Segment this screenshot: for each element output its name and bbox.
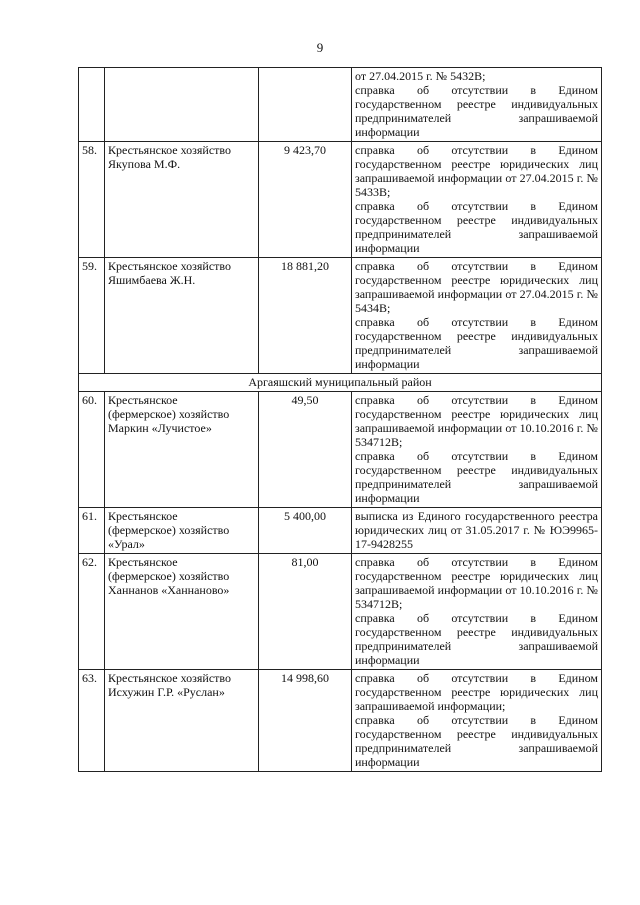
area-value: 81,00 <box>259 554 352 670</box>
table-row <box>79 554 602 670</box>
document-entry: справка об отсутствии в Едином государственном реестре юридических лиц запрашиваемой информации от 27.04.2015 г. № 5434В; <box>355 259 598 315</box>
document-entry: справка об отсутствии в Едином государственном реестре индивидуальных предпринимателей запрашиваемой информации <box>355 315 598 371</box>
document-entry: от 27.04.2015 г. № 5432В; <box>355 69 486 83</box>
area-value: 14 998,60 <box>259 670 352 772</box>
table-row <box>79 392 602 508</box>
document-list <box>352 554 602 670</box>
row-number: 58. <box>79 142 105 258</box>
row-number: 60. <box>79 392 105 508</box>
document-entry: справка об отсутствии в Едином государственном реестре индивидуальных предпринимателей запрашиваемой информации <box>355 199 598 255</box>
farm-name <box>105 392 259 508</box>
document-list <box>352 258 602 374</box>
farm-name-line: Крестьянское хозяйство <box>108 671 232 685</box>
document-list <box>352 392 602 508</box>
area-value: 49,50 <box>259 392 352 508</box>
page-number: 9 <box>316 40 324 55</box>
document-list <box>352 68 602 142</box>
document-list <box>352 508 602 554</box>
table-row <box>79 258 602 374</box>
table-row <box>79 508 602 554</box>
district-row <box>79 374 602 392</box>
farm-name-line: Якупова М.Ф. <box>108 157 181 171</box>
farm-name-line: Крестьянское хозяйство <box>108 259 232 273</box>
farm-name-line: «Урал» <box>108 537 145 551</box>
document-entry: справка об отсутствии в Едином государственном реестре индивидуальных предпринимателей запрашиваемой информации <box>355 83 598 139</box>
farm-name-line: Ханнанов «Ханнаново» <box>108 583 230 597</box>
farm-name-line: Крестьянское хозяйство <box>108 143 232 157</box>
farm-name <box>105 670 259 772</box>
row-number: 63. <box>79 670 105 772</box>
farm-name-line: Крестьянское <box>108 555 178 569</box>
farm-name-line: (фермерское) хозяйство <box>108 569 230 583</box>
farm-name-line: (фермерское) хозяйство <box>108 523 230 537</box>
row-number: 59. <box>79 258 105 374</box>
district-label: Аргаяшский муниципальный район <box>79 374 602 392</box>
table-row <box>79 142 602 258</box>
registry-table <box>78 67 602 772</box>
farm-name <box>105 508 259 554</box>
farm-name-line: Крестьянское <box>108 509 178 523</box>
farm-name-line: Исхужин Г.Р. «Руслан» <box>108 685 225 699</box>
area-value: 9 423,70 <box>259 142 352 258</box>
farm-name <box>105 142 259 258</box>
row-number <box>79 68 105 142</box>
farm-name <box>105 258 259 374</box>
farm-name <box>105 554 259 670</box>
document-entry: справка об отсутствии в Едином государственном реестре индивидуальных предпринимателей запрашиваемой информации <box>355 449 598 505</box>
farm-name-line: (фермерское) хозяйство <box>108 407 230 421</box>
farm-name-line: Яшимбаева Ж.Н. <box>108 273 196 287</box>
area-value: 18 881,20 <box>259 258 352 374</box>
document-entry: справка об отсутствии в Едином государственном реестре юридических лиц запрашиваемой информации от 27.04.2015 г. № 5433В; <box>355 143 598 199</box>
registry-body <box>79 68 602 772</box>
row-number: 62. <box>79 554 105 670</box>
document-list <box>352 670 602 772</box>
document-entry: справка об отсутствии в Едином государственном реестре юридических лиц запрашиваемой информации от 10.10.2016 г. № 534712В; <box>355 393 598 449</box>
document-entry: справка об отсутствии в Едином государственном реестре юридических лиц запрашиваемой информации; <box>355 671 598 713</box>
row-number: 61. <box>79 508 105 554</box>
document-list <box>352 142 602 258</box>
document-entry: справка об отсутствии в Едином государственном реестре индивидуальных предпринимателей запрашиваемой информации <box>355 713 598 769</box>
farm-name <box>105 68 259 142</box>
area-value: 5 400,00 <box>259 508 352 554</box>
document-entry: справка об отсутствии в Едином государственном реестре юридических лиц запрашиваемой информации от 10.10.2016 г. № 534712В; <box>355 555 598 611</box>
table-row <box>79 68 602 142</box>
document-entry: выписка из Единого государственного реестра юридических лиц от 31.05.2017 г. № ЮЭ9965-17-9428255 <box>355 509 598 551</box>
farm-name-line: Крестьянское <box>108 393 178 407</box>
document-entry: справка об отсутствии в Едином государственном реестре индивидуальных предпринимателей запрашиваемой информации <box>355 611 598 667</box>
area-value <box>259 68 352 142</box>
farm-name-line: Маркин «Лучистое» <box>108 421 212 435</box>
table-row <box>79 670 602 772</box>
